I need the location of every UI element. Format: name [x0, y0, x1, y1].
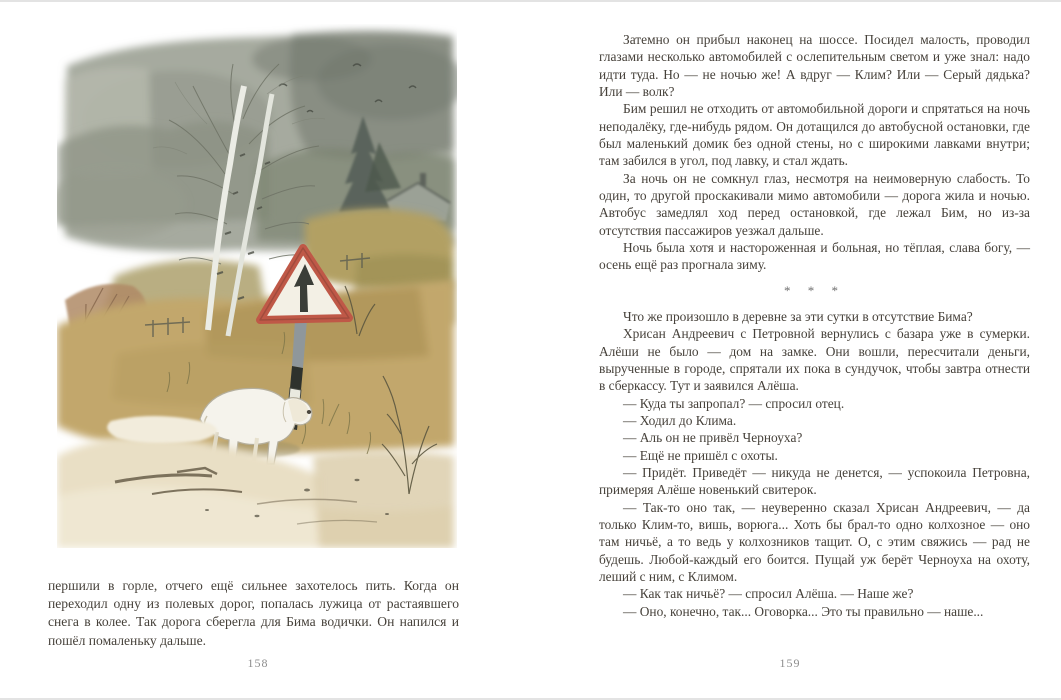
paragraph: Затемно он прибыл наконец на шоссе. Посидел малость, проводил глазами несколько автомобилей с ослепительным светом и уже знал: надо идти туда. Но — не ночью же! А вдруг — Клим? Или — Серый дядька? Или — волк? [599, 32, 1030, 100]
paragraph: — Ходил до Клима. [623, 412, 737, 428]
paragraph: — Придёт. Приведёт — никуда не денется, — успокоила Петровна, примеряя Алёше новенький свитерок. [599, 464, 1030, 498]
paragraph: — Аль он не привёл Черноуха? [623, 430, 803, 446]
paragraph: — Ещё не пришёл с охоты. [623, 447, 778, 463]
paragraph: Что же произошло в деревне за эти сутки в отсутствие Бима? [623, 308, 973, 324]
illustration-watercolor-dog-roadsign [57, 24, 457, 548]
paragraph: Хрисан Андреевич с Петровной вернулись с базара уже в сумерки. Алёши не было — дом на замке. Они вошли, пересчитали деньги, вырученные в городе, спрятали их пока в сундучок, чтобы завтра отнести в сберкассу. Тут и заявился Алёша. [599, 326, 1030, 394]
right-page-text [599, 31, 1030, 620]
paragraph: — Так-то оно так, — неуверенно сказал Хрисан Андреевич, — да только Клим-то, вишь, ворюга... Хоть бы брал-то одно колхозное — оно там ничьё, а то ведь у колхозников тащит. О, с этим свяжись — рад не будешь. Любой-каждый его боится. Пущай уж берёт Черноуха на охоту, леший с ним, с Климом. [599, 499, 1030, 584]
paragraph: Бим решил не отходить от автомобильной дороги и спрятаться на ночь неподалёку, где-нибудь рядом. Он дотащился до автобусной остановки, где был маленький домик без одной стены, но с широкими лавками внутри; там забился в угол, под лавку, и стал ждать. [599, 101, 1030, 169]
page-number-left: 158 [247, 656, 269, 670]
paragraph: Ночь была хотя и настороженная и больная, но тёплая, слава богу, — осень ещё раз прогнала зиму. [599, 240, 1030, 273]
paragraph: За ночь он не сомкнул глаз, несмотря на неимоверную слабость. То один, то другой проскакивали мимо автомобили — дорога жила и ночью. Автобус замедлял ход перед остановкой, где лежал Бим, но из-за отсутствия пассажиров уезжал дальше. [599, 170, 1030, 238]
left-page-text: першили в горле, отчего ещё сильнее захотелось пить. Когда он переходил одну из полевых дорог, попалась лужица от растаявшего снега в колее. Так дорога сберегла для Бима водички. Он напился и пошёл помаленьку дальше. [48, 577, 459, 648]
page-number-right: 159 [779, 656, 801, 670]
paragraph: — Куда ты запропал? — спросил отец. [623, 395, 845, 411]
illustration-svg [57, 24, 457, 548]
paragraph: — Как так ничьё? — спросил Алёша. — Наше же? [623, 586, 914, 602]
paragraph: — Оно, конечно, так... Оговорка... Это ты правильно — наше... [623, 603, 984, 619]
section-separator: * * * [784, 282, 845, 298]
